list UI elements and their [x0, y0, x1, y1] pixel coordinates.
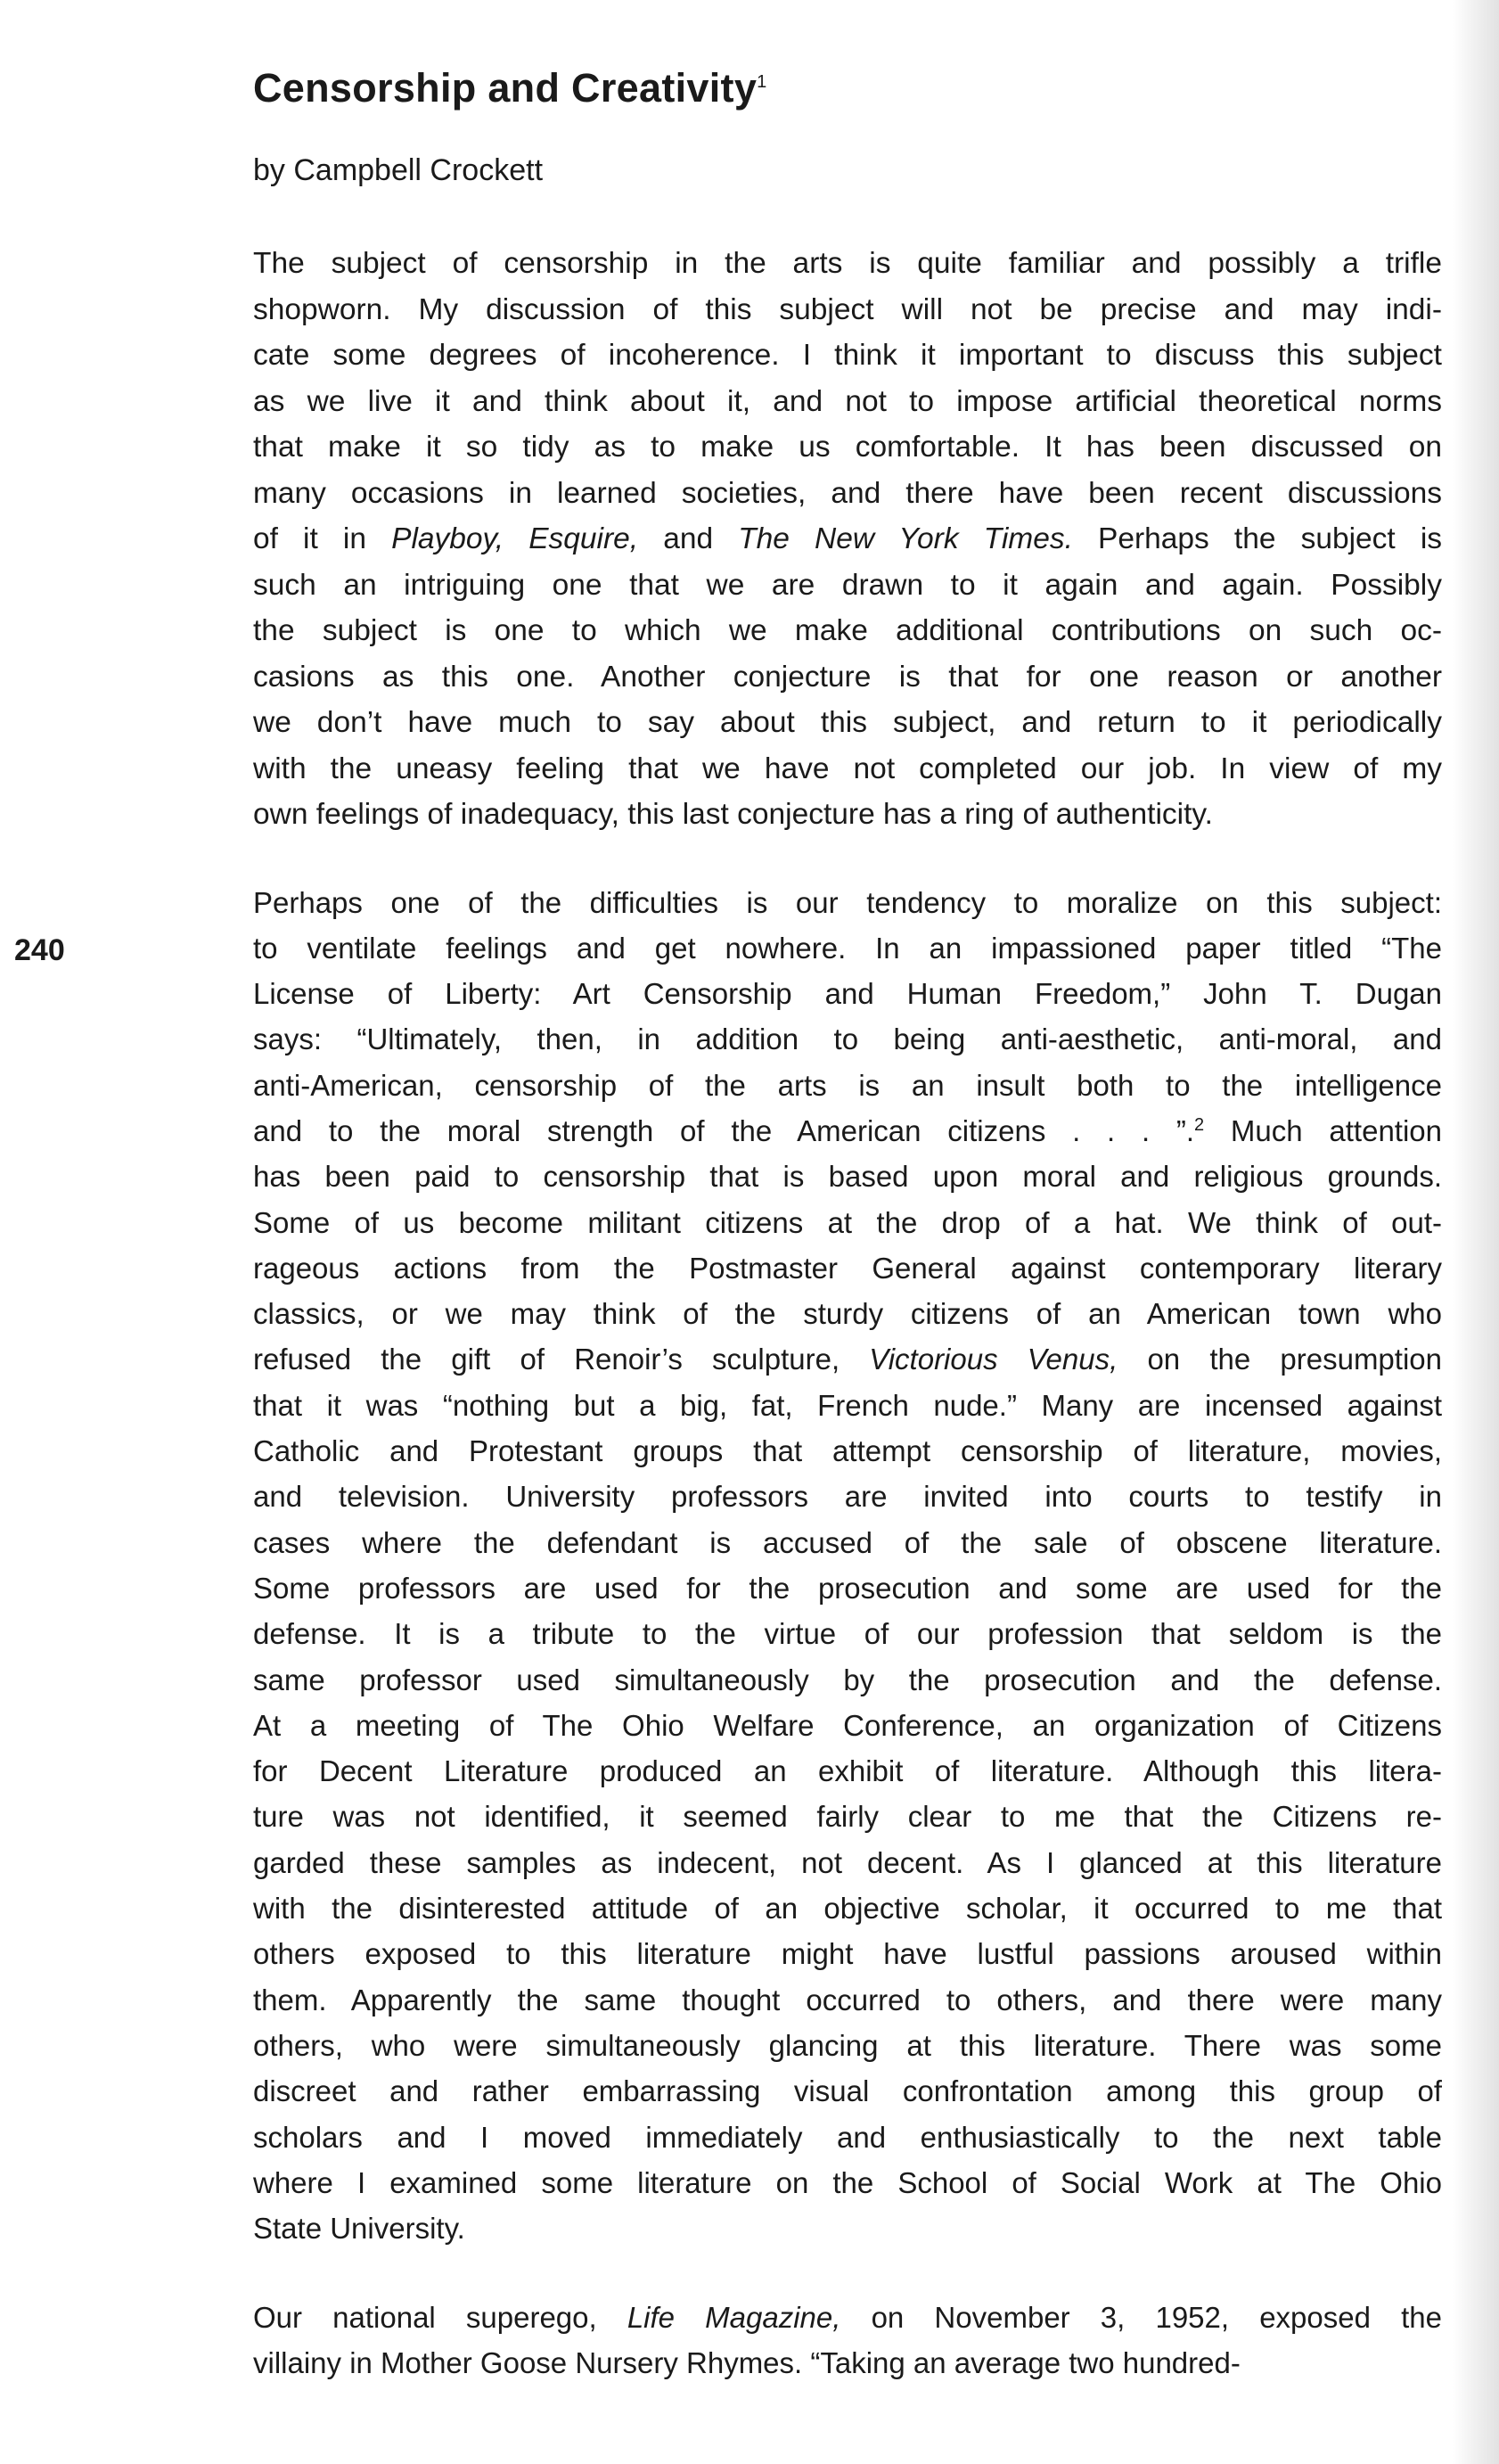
text-run: on the presumption: [1118, 1343, 1442, 1376]
text-run: Some of us become militant citizens at the drop of a hat. We think of out-: [253, 1205, 1442, 1239]
text-line: [253, 608, 1442, 654]
text-line: [253, 1154, 1442, 1199]
article-title-text: Censorship and Creativity: [253, 65, 758, 111]
text-line: [253, 1611, 1442, 1656]
text-run: rageous actions from the Postmaster General against contemporary literary: [253, 1251, 1442, 1285]
footnote-ref: 2: [1194, 1114, 1205, 1135]
text-line: [253, 1428, 1442, 1474]
footnote-ref-1: 1: [757, 72, 767, 92]
text-line: [253, 1840, 1442, 1885]
text-run: many occasions in learned societies, and there have been recent discussions: [253, 476, 1442, 510]
text-line: [253, 424, 1442, 471]
paragraph-2: [253, 880, 1442, 2252]
italic-title: Victorious Venus,: [869, 1343, 1118, 1376]
text-run: garded these samples as indecent, not decent. As I glanced at this literature: [253, 1845, 1442, 1879]
text-run: with the disinterested attitude of an objective scholar, it occurred to me that: [253, 1892, 1442, 1926]
text-run: and to the moral strength of the American citizens . . . ”.: [253, 1113, 1195, 1147]
text-line: [253, 792, 1442, 838]
text-run: that it was “nothing but a big, fat, French nude.” Many are incensed against: [253, 1388, 1442, 1422]
text-line: [253, 241, 1442, 287]
text-line: [253, 1794, 1442, 1839]
text-run: License of Liberty: Art Censorship and Human Freedom,” John T. Dugan: [253, 977, 1442, 1011]
text-run: discreet and rather embarrassing visual confrontation among this group of: [253, 2074, 1442, 2108]
text-run: says: “Ultimately, then, in addition to being anti-aesthetic, anti-moral, and: [253, 1023, 1442, 1056]
text-run: State University.: [253, 2212, 465, 2246]
text-line: [253, 1474, 1442, 1519]
text-run: classics, or we may think of the sturdy citizens of an American town who: [253, 1297, 1442, 1331]
text-run: defense. It is a tribute to the virtue of our profession that seldom is the: [253, 1617, 1442, 1651]
text-run: the subject is one to which we make additional contributions on such oc-: [253, 614, 1442, 647]
text-line: [253, 700, 1442, 746]
text-line: [253, 1931, 1442, 1976]
text-line: [253, 563, 1442, 609]
text-line: [253, 2205, 1442, 2251]
text-line: [253, 1565, 1442, 1611]
text-line: [253, 1291, 1442, 1336]
text-run: The subject of censorship in the arts is quite familiar and possibly a trifle: [253, 247, 1442, 280]
article-title: [253, 46, 767, 124]
text-run: same professor used simultaneously by the prosecution and the defense.: [253, 1663, 1442, 1696]
article-body: [253, 241, 1442, 2386]
text-line: [253, 2295, 1442, 2340]
text-line: [253, 654, 1442, 701]
text-line: [253, 1200, 1442, 1245]
text-line: [253, 471, 1442, 517]
text-run: on November 3, 1952, exposed the: [840, 2301, 1442, 2335]
text-run: we don’t have much to say about this subject, and return to it periodically: [253, 706, 1442, 739]
text-run: villainy in Mother Goose Nursery Rhymes. “Taking an average two hundred-: [253, 2346, 1241, 2380]
text-run: cate some degrees of incoherence. I think it important to discuss this subject: [253, 339, 1442, 372]
text-line: [253, 2160, 1442, 2205]
text-line: [253, 1885, 1442, 1931]
text-line: [253, 333, 1442, 379]
text-run: Much attention: [1204, 1113, 1442, 1147]
text-line: [253, 746, 1442, 793]
text-run: of it in: [253, 522, 392, 555]
text-run: anti-American, censorship of the arts is an insult both to the intelligence: [253, 1068, 1442, 1102]
byline: by Campbell Crockett: [253, 153, 544, 187]
page-edge-shadow: [1453, 0, 1499, 2464]
text-run: Catholic and Protestant groups that attempt censorship of literature, movies,: [253, 1434, 1442, 1468]
text-line: [253, 1520, 1442, 1565]
text-run: cases where the defendant is accused of the sale of obscene literature.: [253, 1525, 1442, 1559]
text-run: Some professors are used for the prosecution and some are used for the: [253, 1571, 1442, 1605]
text-line: [253, 379, 1442, 425]
text-line: [253, 1748, 1442, 1794]
text-run: for Decent Literature produced an exhibit of literature. Although this litera-: [253, 1754, 1442, 1788]
text-run: At a meeting of The Ohio Welfare Conference, an organization of Citizens: [253, 1708, 1442, 1742]
text-line: [253, 2115, 1442, 2160]
text-run: Perhaps the subject is: [1072, 522, 1442, 555]
text-run: and: [638, 522, 739, 555]
italic-title: Life Magazine,: [627, 2301, 841, 2335]
text-line: [253, 1703, 1442, 1748]
text-run: such an intriguing one that we are drawn to it again and again. Possibly: [253, 568, 1442, 602]
text-line: [253, 1245, 1442, 1291]
text-run: ture was not identified, it seemed fairly clear to me that the Citizens re-: [253, 1800, 1442, 1834]
text-run: that make it so tidy as to make us comfortable. It has been discussed on: [253, 431, 1442, 464]
text-line: [253, 971, 1442, 1016]
italic-title: The New York Times.: [738, 522, 1073, 555]
text-line: [253, 1063, 1442, 1108]
text-run: as we live it and think about it, and not to impose artificial theoretical norms: [253, 384, 1442, 418]
text-line: [253, 925, 1442, 971]
text-line: [253, 2023, 1442, 2068]
text-line: [253, 1016, 1442, 1062]
text-run: them. Apparently the same thought occurred to others, and there were many: [253, 1983, 1442, 2016]
text-run: refused the gift of Renoir’s sculpture,: [253, 1343, 870, 1376]
text-run: to ventilate feelings and get nowhere. In an impassioned paper titled “The: [253, 931, 1442, 965]
text-run: where I examined some literature on the School of Social Work at The Ohio: [253, 2165, 1442, 2199]
text-run: has been paid to censorship that is based upon moral and religious grounds.: [253, 1160, 1442, 1194]
text-line: [253, 1383, 1442, 1428]
text-line: [253, 516, 1442, 563]
text-run: Our national superego,: [253, 2301, 627, 2335]
italic-title: Playboy, Esquire,: [391, 522, 639, 555]
text-line: [253, 2068, 1442, 2114]
text-line: [253, 2340, 1442, 2386]
paragraph-3: [253, 2295, 1442, 2386]
text-run: others, who were simultaneously glancing at this literature. There was some: [253, 2028, 1442, 2062]
page-number: 240: [14, 933, 65, 967]
text-run: shopworn. My discussion of this subject will not be precise and may indi-: [253, 292, 1442, 326]
text-line: [253, 1977, 1442, 2023]
text-run: others exposed to this literature might have lustful passions aroused within: [253, 1937, 1442, 1971]
text-run: casions as this one. Another conjecture is that for one reason or another: [253, 660, 1442, 694]
text-run: own feelings of inadequacy, this last conjecture has a ring of authenticity.: [253, 798, 1213, 831]
text-run: and television. University professors are invited into courts to testify in: [253, 1480, 1442, 1514]
text-line: [253, 1336, 1442, 1382]
text-line: [253, 880, 1442, 925]
text-run: with the uneasy feeling that we have not completed our job. In view of my: [253, 752, 1442, 785]
text-run: scholars and I moved immediately and enthusiastically to the next table: [253, 2120, 1442, 2154]
text-line: [253, 287, 1442, 333]
text-line: [253, 1657, 1442, 1703]
text-run: Perhaps one of the difficulties is our tendency to moralize on this subject:: [253, 885, 1442, 919]
paragraph-1: [253, 241, 1442, 838]
text-line: [253, 1108, 1442, 1154]
